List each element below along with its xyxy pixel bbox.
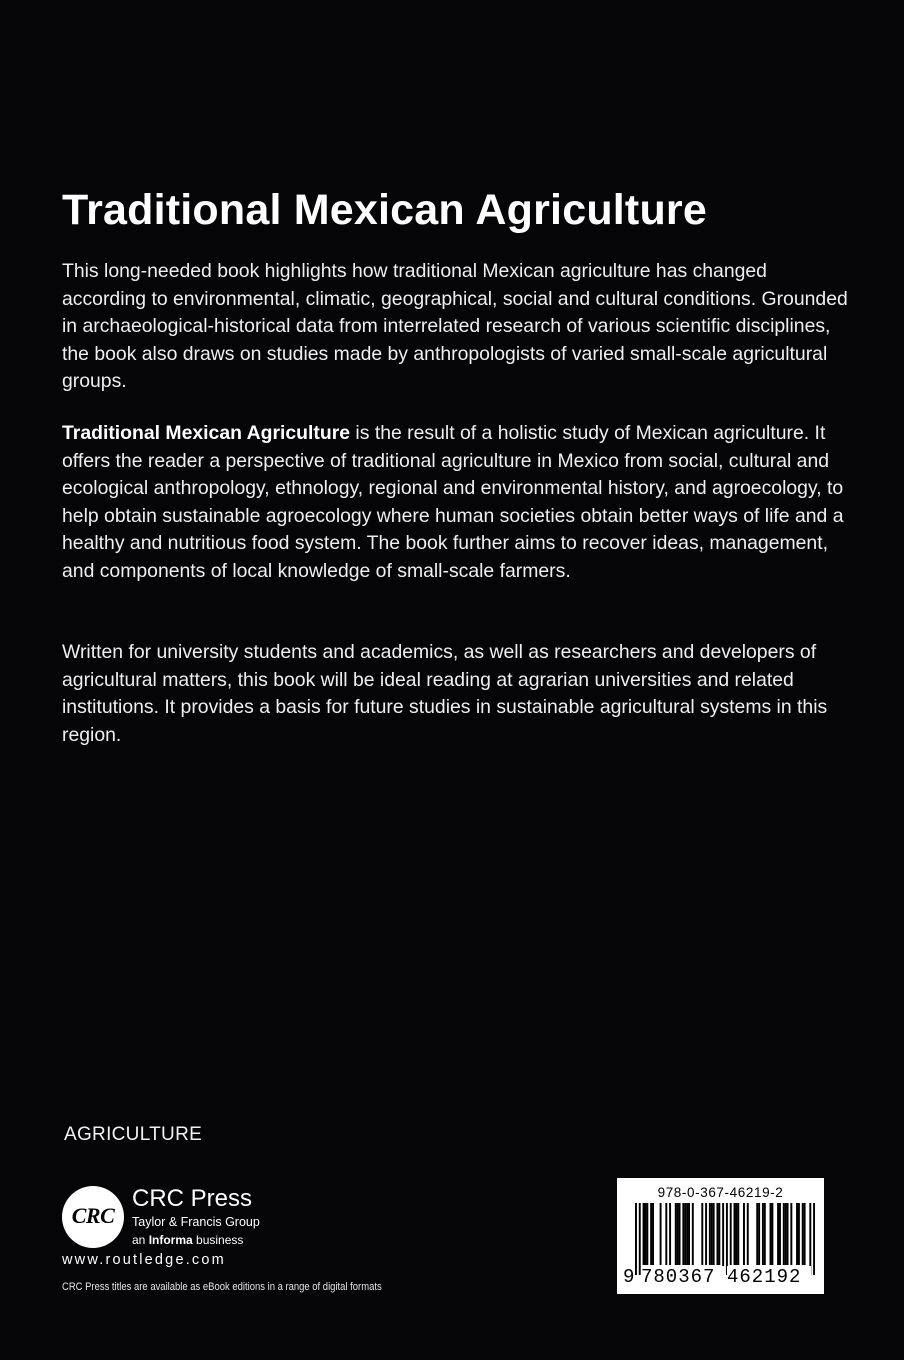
barcode-bar: [809, 1203, 811, 1275]
informa-suffix: business: [192, 1233, 244, 1247]
isbn-number: 978-0-367-46219-2: [657, 1185, 784, 1200]
barcode-bar: [692, 1203, 694, 1265]
barcode-bar: [688, 1203, 690, 1265]
publisher-website: www.routledge.com: [62, 1252, 226, 1268]
publisher-block: [62, 1184, 382, 1252]
barcode-bar: [756, 1203, 758, 1265]
ean-left-digits: 780367: [641, 1266, 725, 1288]
barcode-bar: [758, 1203, 760, 1265]
barcode-bar: [804, 1203, 806, 1265]
barcode-bar: [787, 1203, 789, 1265]
ean-first-digit: 9: [623, 1266, 635, 1288]
barcode-bar: [660, 1203, 662, 1265]
barcode-bar: [677, 1203, 679, 1265]
barcode-bar: [643, 1203, 645, 1265]
informa-business-line: [132, 1232, 243, 1248]
publisher-name: CRC Press: [132, 1185, 253, 1212]
barcode-bar: [646, 1203, 648, 1265]
barcode-bar: [635, 1203, 637, 1275]
barcode-bar: [682, 1203, 684, 1265]
barcode-bar: [734, 1203, 736, 1265]
barcode-bar: [722, 1203, 724, 1275]
barcode-bar: [790, 1203, 792, 1265]
barcode-bar: [764, 1203, 766, 1265]
barcode-bar: [665, 1203, 667, 1265]
barcode-bar: [701, 1203, 703, 1265]
publisher-group: Taylor & Francis Group: [132, 1215, 260, 1229]
barcode-bar: [675, 1203, 677, 1265]
barcode-bar: [802, 1203, 804, 1265]
crc-press-logo-icon: [62, 1186, 124, 1248]
barcode-bar: [762, 1203, 764, 1265]
barcode-bar: [747, 1203, 749, 1265]
description-paragraph-2: [62, 420, 852, 586]
barcode-bar: [779, 1203, 781, 1265]
barcode-bar: [777, 1203, 779, 1265]
barcode-bar: [650, 1203, 652, 1265]
barcode-bar: [783, 1203, 785, 1265]
isbn-barcode: [617, 1178, 824, 1294]
barcode-bar: [798, 1203, 800, 1265]
barcode-bar: [813, 1203, 815, 1275]
barcode-bar: [718, 1203, 720, 1265]
barcode-bar: [785, 1203, 787, 1265]
description-paragraph-3: Written for university students and academics, as well as researchers and developers of agricultural matters, this book will be ideal reading at agrarian universities and related institutions. It provides a basis for future studies in sustainable agricultural systems in this region.: [62, 641, 828, 746]
barcode-bar: [684, 1203, 686, 1265]
barcode-bar: [716, 1203, 718, 1265]
informa-prefix: an: [132, 1233, 149, 1247]
barcode-bars: [635, 1203, 815, 1275]
barcode-bar: [796, 1203, 798, 1265]
book-title-bold: Traditional Mexican Agriculture: [62, 422, 351, 444]
barcode-bar: [726, 1203, 728, 1275]
informa-brand: Informa: [148, 1233, 193, 1247]
ebook-availability-note: CRC Press titles are available as eBook editions in a range of digital formats: [62, 1281, 382, 1293]
book-title: Traditional Mexican Agriculture: [62, 186, 707, 234]
barcode-bar: [705, 1203, 707, 1265]
barcode-bar: [709, 1203, 711, 1265]
ean-right-digits: 462192: [727, 1266, 811, 1288]
barcode-bar: [711, 1203, 713, 1265]
subject-category: AGRICULTURE: [64, 1124, 203, 1145]
description-paragraph-1: This long-needed book highlights how traditional Mexican agriculture has changed according to environmental, climatic, geographical, social and cultural conditions. Grounded in archaeological-historical data from interrelated research of various scientific disciplines, the book also draws on studies made by anthropologists of varied small-scale agricultural groups.: [62, 260, 848, 393]
barcode-bar: [686, 1203, 688, 1265]
barcode-bar: [735, 1203, 737, 1265]
barcode-bar: [730, 1203, 732, 1265]
barcode-bar: [644, 1203, 646, 1265]
crc-logo-text: CRC: [71, 1203, 115, 1228]
barcode-bar: [652, 1203, 654, 1265]
barcode-bar: [669, 1203, 671, 1265]
barcode-bar: [639, 1203, 641, 1275]
barcode-bar: [679, 1203, 681, 1265]
barcode-bar: [743, 1203, 745, 1265]
barcode-bar: [770, 1203, 772, 1265]
barcode-bar: [771, 1203, 773, 1265]
barcode-bar: [713, 1203, 715, 1265]
description-paragraph-2-text: is the result of a holistic study of Mexican agriculture. It offers the reader a perspective of traditional agriculture in Mexico from social, cultural and ecological anthropology, ethnology, regional and environmental history, and agroecology, to help obtain sustainable agroecology where human societies obtain better ways of life and a healthy and nutritious food system. The book further aims to recover ideas, management, and components of local knowledge of small-scale farmers.: [62, 422, 844, 582]
barcode-bar: [737, 1203, 739, 1265]
